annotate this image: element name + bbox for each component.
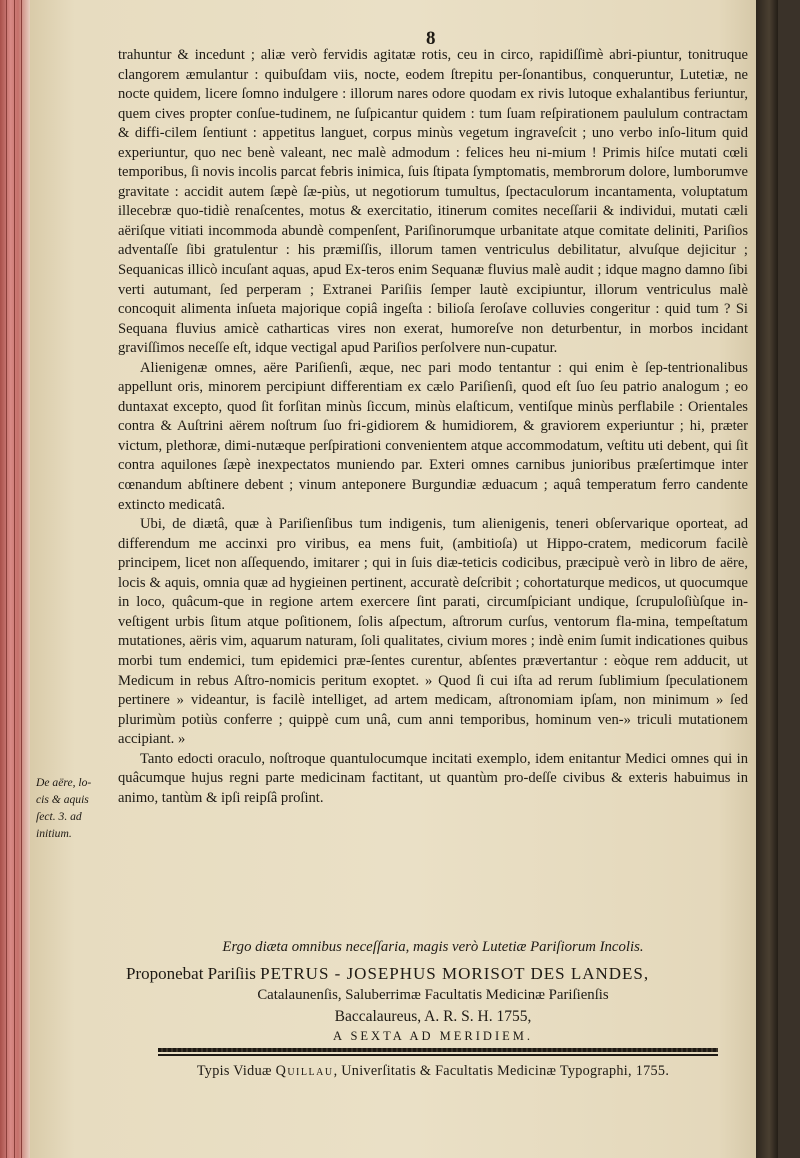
binding-stripe <box>21 0 22 1158</box>
paragraph-2: Alienigenæ omnes, aëre Pariſienſi, æque, nec pari modo tentantur : qui enim è ſep-tentrionalibus appellunt oris, minorem percipiunt differentiam ex cælo Pariſienſi, quod eſt ſuo ſeu patrio analogum ; eo duntaxat excepto, quod ſit forſitan minùs ſiccum, minùs elaſticum, ventiſque minùs perflabile : Orientales contra & Auſtrini aërem noſtrum ſuo fri-gidiorem & humidiorem, & graviorem experiuntur ; hi, præter victum, plethoræ, dimi-nutæque perſpirationi convenientem atque accommodatum, veſtitu uti debent, qui ſit contra aquilones ſæpè inexpectatos muniendo par. Exteri omnes carnibus junioribus præſertimque inter cœnandum abſtinere debent ; vinum anteponere Burgundiæ æduacum ; aquâ temperatum ferro candente extincto medicatâ. <box>118 359 748 513</box>
defender-name: PETRUS - JOSEPHUS MORISOT DES LANDES, <box>260 964 650 983</box>
imprint-after: , Univerſitatis & Facultatis Medicinæ Typographi, 1755. <box>333 1063 670 1079</box>
binding-stripe <box>6 0 7 1158</box>
paragraph-4: Tanto edocti oraculo, noſtroque quantulocumque incitati exemplo, idem enitantur Medici omnes qui in quâcumque hujus regni parte medicinam factitant, ut quantùm pro-deſſe civibus & exteris habuimus in animo, tantùm & ipſi reipſâ proſint. <box>118 750 748 806</box>
defender-origin: Catalaunenſis, Saluberrimæ Facultatis Medicinæ Pariſienſis <box>257 987 609 1003</box>
defense-time: A SEXTA AD MERIDIEM. <box>333 1029 533 1043</box>
binding-stripe <box>14 0 15 1158</box>
body-text <box>118 46 748 808</box>
divider-rule <box>158 1054 718 1056</box>
ornamental-rule <box>158 1048 718 1052</box>
paragraph-3: Ubi, de diætâ, quæ à Pariſienſibus tum indigenis, tum alienigenis, teneri obſervarique oporteat, ad differendum me accinxi pro viribus, ea mens fuit, (ambitioſa) ut Hippo-cratem, medicorum facilè principem, licet non aſſequendo, imitarer ; qui in ſuis diæ-teticis codicibus, præcipuè verò in libro de aëre, locis & aquis, omnia quæ ad hygieinen pertinent, accuratè deſcribit ; cohortaturque medicos, ut quocumque in loco, quâcum-que in regione artem exercere ſint parati, circumſpiciant undique, ſcrupuloſiùſque in-veſtigent urbis ſitum atque poſitionem, ſolis aſpectum, aſtrorum curſus, ventorum fla-mina, tempeſtatum mutationes, aëris vim, aquarum naturam, ſoli qualitates, civium mores ; indè enim ſumit indicationes quibus morbi tum endemici, tum epidemici præ-ſentes curentur, abſentes prævertantur : eòque rem adducit, ut Medicum in rebus Aſtro-nomicis peritum exoptet. » Quod ſi cui iſta ad rerum ſublimium ſpeculationem pertinere » videantur, is facilè intelliget, ad artem medicam, aſtronomiam ipſam, non minimum » ſed plurimùm potiùs conferre ; quippè cum unâ, cum anni temporibus, hominum ven-» triculi mutationem accipiant. » <box>118 516 748 748</box>
paragraph-1: trahuntur & incedunt ; aliæ verò fervidis agitatæ rotis, ceu in circo, rapidiſſimè abri-piuntur, tonitruque clangorem æmulantur : quibuſdam viis, nocte, eodem ſtrepitu per-ſonantibus, conqueruntur, Lutetiæ, ne nocte quidem, licere ſomno indulgere : illorum nares odore quodam ex rivis lutoque exhalantibus feriuntur, quem cives propter conſue-tudinem, ne ſuſpicantur quidem : tum ſuam reſpirationem paululum contractam & diffi-cilem ſentiunt : appetitus languet, corpus minùs vegetum ingraveſcit ; uno verbo inſo-litum quid experiuntur, quo nec benè valeant, nec malè admodum : felices heu ni-mium ! Primis hiſce mutati cœli temporibus, ſi novis incolis parcat febris inimica, ſuis ſtipata ſymptomatis, membrorum dolore, lumborumve gravitate : accidit autem ſæpè ſæ-piùs, ut negotiorum tumultus, ſpectaculorum incantamenta, voluptatum illecebræ quo-tidiè renaſcentes, motus & exercitatio, itinerum comites neceſſarii & individui, mutati cæli aëriſque vitiati incommoda abundè compenſent, Pariſinorumque urbanitate atque comitate deliniti, Pariſios adventaſſe ſibi gratulentur : his præmiſſis, illorum tamen ventriculus debilitatur, alvuſque dejicitur ; Sequanicas illicò incuſant aquas, apud Ex-teros enim Sequanæ fluvius malè audit ; idque magno damno ſibi verti autumant, ſed perperam ; Extranei Pariſiis ſemper lautè excipiuntur, illorum ventriculus malè concoquit alimenta inſueta majorique copiâ ingeſta : bilioſa ſeroſave colluvies congeritur : quid tum ? Si Sequana fluvius amicè catharticas vires non exerat, humoreſve non deturbentur, in morbos incidant graviſſimos neceſſe eſt, idque vectigal apud Pariſios perſolvere nun-cupatur. <box>118 47 748 357</box>
page-right-edge <box>756 0 778 1158</box>
page-number: 8 <box>426 28 436 49</box>
defender-prefix: Proponebat Pariſiis <box>126 964 256 983</box>
thesis-statement: Ergo diæta omnibus neceſſaria, magis verò Lutetiæ Pariſiorum Incolis. <box>222 939 644 955</box>
printer-imprint <box>118 1063 748 1080</box>
defender-line <box>126 963 756 985</box>
marginal-note: De aëre, lo-cis & aquis ſect. 3. ad initium. <box>36 776 92 840</box>
left-binding-edge <box>0 0 30 1158</box>
imprint-before: Typis Viduæ <box>196 1063 272 1079</box>
imprint-printer: Quillau <box>275 1063 334 1079</box>
defender-degree: Baccalaureus, A. R. S. H. 1755, <box>334 1008 532 1025</box>
document-page <box>30 0 778 1158</box>
